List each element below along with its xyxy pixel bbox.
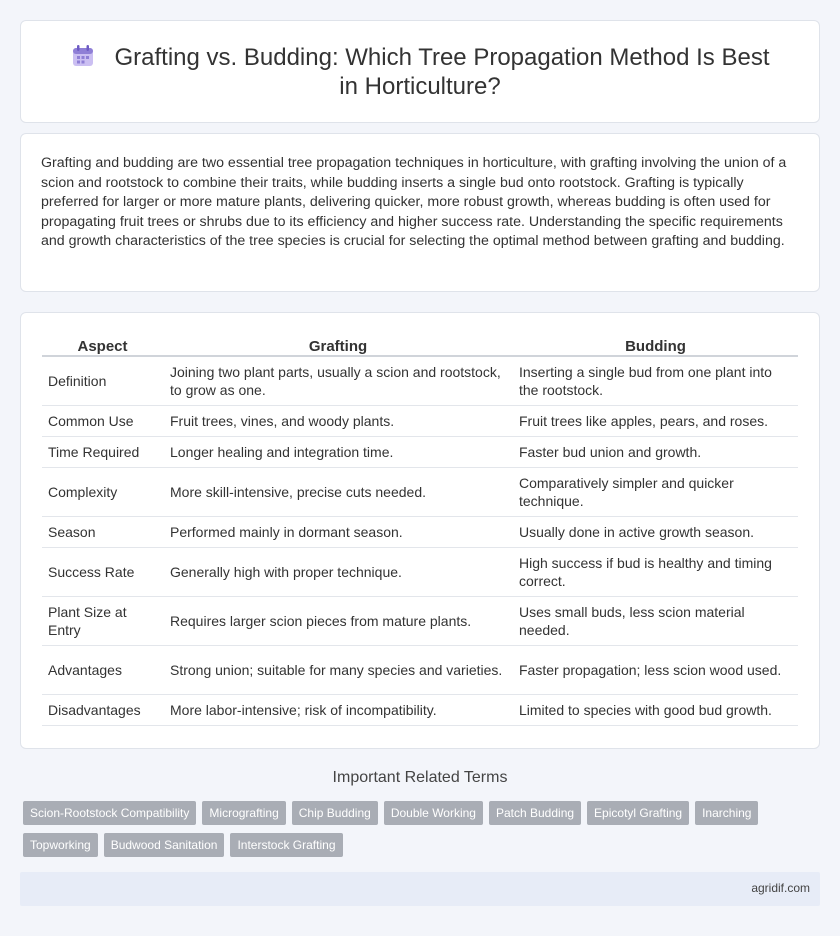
term-tag[interactable]: Topworking [23,833,98,857]
table-row [42,597,798,646]
term-tag[interactable]: Interstock Grafting [230,833,342,857]
table-header-row [42,335,798,357]
cell-grafting: Fruit trees, vines, and woody plants. [163,406,513,437]
cell-aspect: Complexity [42,468,163,517]
cell-grafting: More skill-intensive, precise cuts needed. [163,468,513,517]
term-tag[interactable]: Double Working [384,801,483,825]
footer [20,872,820,906]
cell-aspect: Advantages [42,646,163,695]
intro-card [20,133,820,292]
cell-grafting: Generally high with proper technique. [163,548,513,597]
cell-grafting: Requires larger scion pieces from mature plants. [163,597,513,646]
page-title-wrap [61,43,779,101]
term-tag[interactable]: Patch Budding [489,801,581,825]
cell-budding: Faster propagation; less scion wood used. [513,646,798,695]
comparison-table [42,335,798,726]
header-budding: Budding [513,335,798,357]
intro-paragraph: Grafting and budding are two essential tree propagation techniques in horticulture, with grafting involving the union of a scion and rootstock to combine their traits, while budding inserts a single bud onto rootstock. Grafting is typically preferred for larger or more mature plants, delivering quicker, more robust growth, whereas budding is often used for propagating fruit trees or shrubs due to its efficiency and higher success rate. Understanding the specific requirements and growth characteristics of the tree species is crucial for selecting the optimal method between grafting and budding. [41,155,787,250]
cell-aspect: Definition [42,357,163,406]
footer-site-link[interactable]: agridif.com [751,881,810,895]
cell-budding: Comparatively simpler and quicker technique. [513,468,798,517]
cell-aspect: Season [42,517,163,548]
table-row [42,468,798,517]
term-tag[interactable]: Micrografting [202,801,285,825]
cell-budding: Uses small buds, less scion material needed. [513,597,798,646]
term-tag[interactable]: Epicotyl Grafting [587,801,689,825]
calendar-icon [70,43,96,69]
cell-budding: Limited to species with good bud growth. [513,695,798,726]
cell-budding: Fruit trees like apples, pears, and roses. [513,406,798,437]
header-aspect: Aspect [42,335,163,357]
table-row [42,406,798,437]
term-tag[interactable]: Chip Budding [292,801,378,825]
table-row [42,695,798,726]
cell-grafting: Longer healing and integration time. [163,437,513,468]
cell-aspect: Time Required [42,437,163,468]
cell-budding: Usually done in active growth season. [513,517,798,548]
table-row [42,437,798,468]
cell-grafting: Strong union; suitable for many species and varieties. [163,646,513,695]
cell-grafting: Performed mainly in dormant season. [163,517,513,548]
cell-budding: Faster bud union and growth. [513,437,798,468]
cell-aspect: Plant Size at Entry [42,597,163,646]
cell-grafting: More labor-intensive; risk of incompatibility. [163,695,513,726]
term-tag[interactable]: Budwood Sanitation [104,833,225,857]
cell-aspect: Common Use [42,406,163,437]
cell-aspect: Disadvantages [42,695,163,726]
related-terms-list [23,801,803,857]
table-row [42,357,798,406]
term-tag[interactable]: Scion-Rootstock Compatibility [23,801,196,825]
cell-grafting: Joining two plant parts, usually a scion and rootstock, to grow as one. [163,357,513,406]
page-title: Grafting vs. Budding: Which Tree Propagation Method Is Best in Horticulture? [114,44,770,100]
table-row [42,646,798,695]
cell-budding: Inserting a single bud from one plant into the rootstock. [513,357,798,406]
header-grafting: Grafting [163,335,513,357]
cell-aspect: Success Rate [42,548,163,597]
term-tag[interactable]: Inarching [695,801,758,825]
cell-budding: High success if bud is healthy and timing correct. [513,548,798,597]
title-card [20,20,820,123]
comparison-card [20,312,820,749]
table-row [42,548,798,597]
table-row [42,517,798,548]
related-terms-title: Important Related Terms [332,769,508,786]
